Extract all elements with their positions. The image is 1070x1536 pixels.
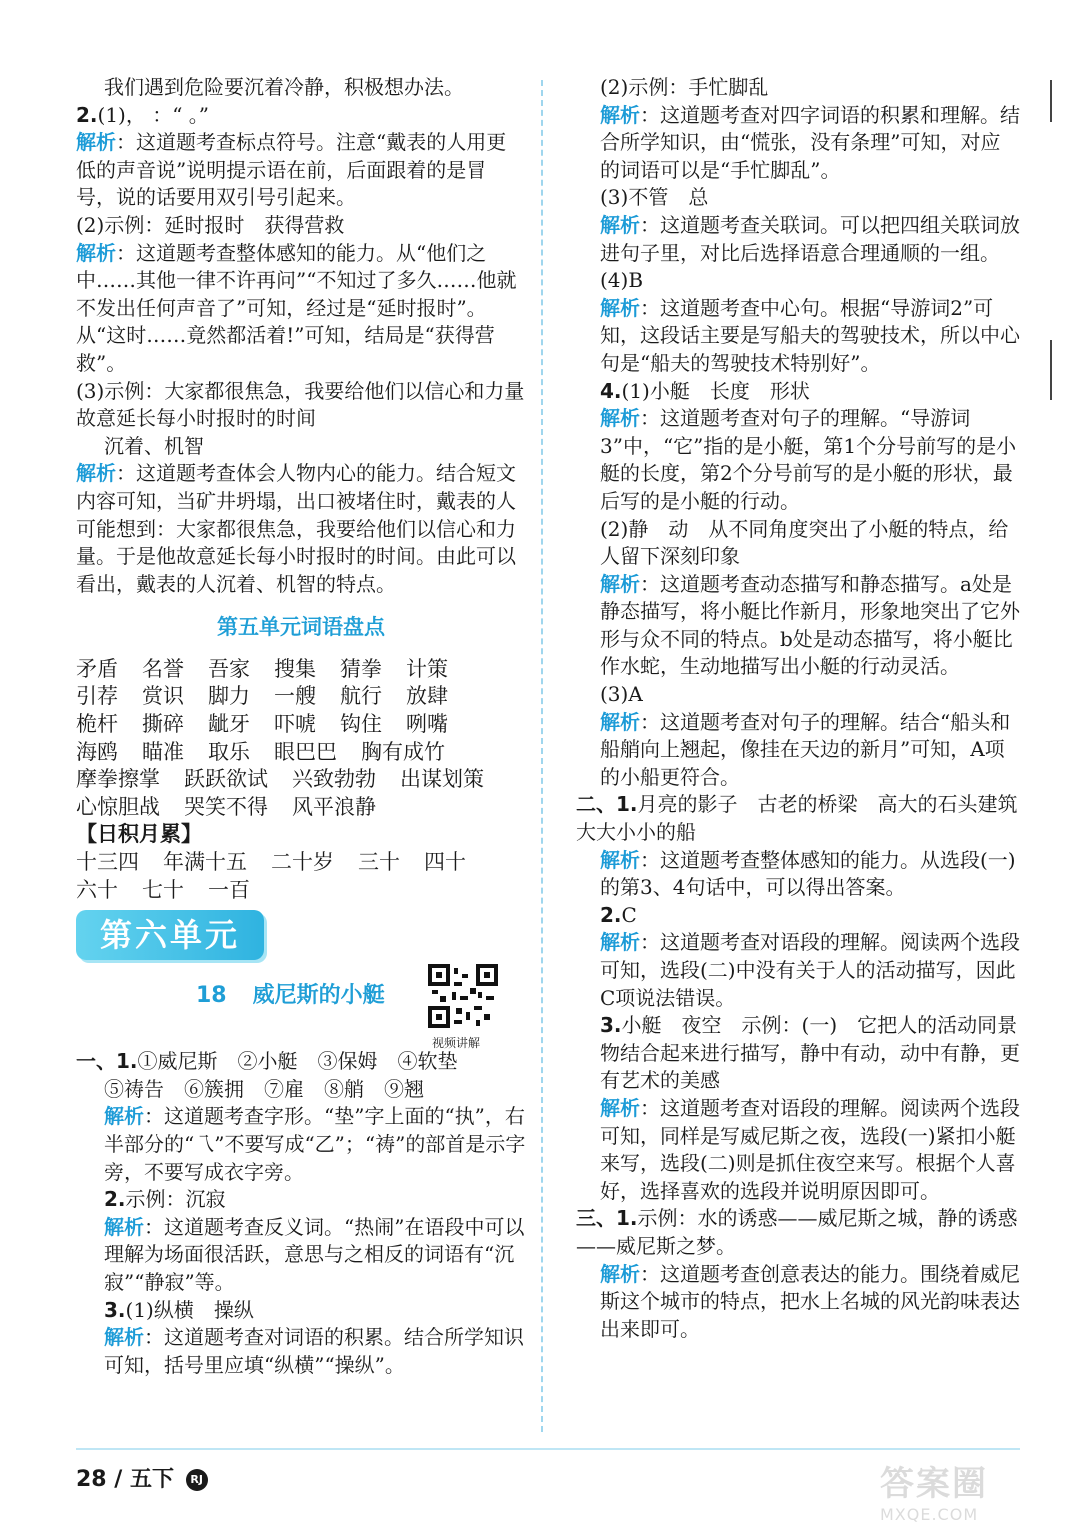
analysis-label: 解析: [600, 295, 640, 320]
watermark-title: 答案圈: [880, 1464, 988, 1504]
analysis-label: 解析: [104, 1325, 144, 1350]
analysis-label: 解析: [600, 930, 640, 955]
analysis-block: 解析：这道题考查对语段的理解。阅读两个选段可知，同样是写威尼斯之夜，选段(一)紧扣小艇来写，选段(二)则是抓住夜空来写。根据个人喜好，选择喜欢的选段并说明原因即可。: [600, 1095, 1020, 1203]
analysis-block: 解析：这道题考查对语段的理解。阅读两个选段可知，选段(二)中没有关于人的活动描写，因此C项说法错误。: [600, 930, 1020, 1010]
right-column: [576, 74, 1038, 1343]
word-row: 心惊胆战 哭笑不得 风平浪静: [76, 794, 376, 819]
grade-label: 五下: [130, 1467, 175, 1492]
watermark: [880, 1456, 1020, 1526]
analysis-block: 解析：这道题考查体会人物内心的能力。结合短文内容可知，当矿井坍塌，出口被堵住时，戴表的人可能想到：大家都很焦急，我要给他们以信心和力量。于是他故意延长每小时报时的时间。由此可以看出，戴表的人沉着、机智的特点。: [76, 461, 516, 596]
analysis-block: 解析：这道题考查整体感知的能力。从“他们之中……其他一律不许再问”“不知过了多久……他就不发出任何声音了”可知，经过是“延时报时”。从“这时……竟然都活着!”可知，结局是“获得营救”。: [76, 240, 517, 375]
question-1-1-cont: ⑤祷告 ⑥簇拥 ⑦雇 ⑧艄 ⑨翘: [104, 1076, 424, 1101]
question-3-1-right: 三、1.示例：水的诱惑——威尼斯之城，静的诱惑——威尼斯之梦。: [576, 1206, 1018, 1258]
analysis-label: 解析: [600, 1095, 640, 1120]
word-row: 十三四 年满十五 二十岁 三十 四十: [76, 850, 466, 875]
analysis-block: 解析：这道题考查对词语的积累。结合所学知识可知，括号里应填“纵横”“操纵”。: [104, 1325, 524, 1377]
word-row: 矛盾 名誉 吾家 搜集 猜拳 计策: [76, 656, 448, 681]
analysis-label: 解析: [76, 130, 116, 155]
analysis-block: 解析：这道题考查反义词。“热闹”在语段中可以理解为场面很活跃，意思与之相反的词语有“沉寂”“静寂”等。: [104, 1214, 525, 1294]
page-number: 28: [76, 1467, 107, 1492]
analysis-block: 解析：这道题考查整体感知的能力。从选段(一)的第3、4句话中，可以得出答案。: [600, 847, 1016, 900]
footer-rule: [76, 1448, 1020, 1450]
word-row: 海鸥 瞄准 取乐 眼巴巴 胸有成竹: [76, 739, 445, 764]
question-2-1: 2.(1)， ：“ 。”: [76, 102, 210, 127]
analysis-label: 解析: [600, 102, 640, 127]
column-divider: [541, 80, 543, 1432]
analysis-label: 解析: [600, 406, 640, 431]
analysis-label: 解析: [600, 709, 640, 734]
question-1-3: 3.(1)纵横 操纵: [104, 1297, 254, 1322]
question-1-1: 一、1.①威尼斯 ②小艇 ③保姆 ④软垫: [76, 1049, 458, 1074]
scan-edge-mark: [1050, 340, 1052, 400]
question-1-2: 2.示例：沉寂: [104, 1187, 226, 1212]
analysis-label: 解析: [600, 1261, 640, 1286]
question-2-1-right: 二、1.月亮的影子 古老的桥梁 高大的石头建筑 大大小小的船: [576, 792, 1038, 845]
page-footer: [76, 1462, 208, 1493]
analysis-block: 解析：这道题考查标点符号。注意“戴表的人用更低的声音说”说明提示语在前，后面跟着的是冒号，说的话要用双引号引起来。: [76, 130, 507, 210]
analysis-block: 解析：这道题考查对四字词语的积累和理解。结合所学知识，由“慌张，没有条理”可知，对应的词语可以是“手忙脚乱”。: [600, 102, 1020, 182]
question-2-3-right: 3.小艇 夜空 示例：(一) 它把人的活动同景物结合起来进行描写，静中有动，动中有静，更有艺术的美感: [600, 1013, 1020, 1093]
word-row: 引荐 赏识 脚力 一艘 航行 放肆: [76, 684, 448, 709]
answer-2-3: (3)示例：大家都很焦急，我要给他们以信心和力量 故意延长每小时报时的时间: [76, 378, 545, 431]
lesson-title: [196, 982, 385, 1010]
answer-item: (3)A: [600, 682, 643, 707]
edition-badge: RJ: [186, 1469, 208, 1491]
word-row: 摩拳擦掌 跃跃欲试 兴致勃勃 出谋划策: [76, 767, 484, 792]
answer-item: (4)B: [600, 268, 644, 293]
analysis-block: 解析：这道题考查关联词。可以把四组关联词放进句子里，对比后选择语意合理通顺的一组。: [600, 212, 1020, 265]
analysis-label: 解析: [600, 212, 640, 237]
answer-2-3-extra: 沉着、机智: [104, 433, 204, 458]
question-4: 4.(1)小艇 长度 形状: [600, 378, 810, 403]
word-list: [76, 656, 526, 904]
lesson-name: 威尼斯的小艇: [252, 983, 385, 1009]
qr-code-icon[interactable]: [428, 964, 498, 1028]
analysis-block: 解析：这道题考查中心句。根据“导游词2”可知，这段话主要是写船夫的驾驶技术，所以中心句是“船夫的驾驶技术特别好”。: [600, 295, 1020, 375]
answer-item: (3)不管 总: [600, 185, 709, 210]
footer-slash: /: [114, 1467, 123, 1492]
section-title: 第五单元词语盘点: [217, 615, 385, 640]
answer-2-2: (2)示例：延时报时 获得营救: [76, 212, 345, 237]
scan-edge-mark: [1050, 80, 1052, 122]
answer-item: (2)静 动 从不同角度突出了小艇的特点，给人留下深刻印象: [600, 516, 1009, 569]
word-row: 桅杆 撕碎 龇牙 吓唬 钩住 咧嘴: [76, 712, 448, 737]
answer-text: 我们遇到危险要沉着冷静，积极想办法。: [104, 75, 464, 99]
analysis-block: 解析：这道题考查对句子的理解。结合“船头和船艄向上翘起，像挂在天边的新月”可知，A项的小船更符合。: [600, 709, 1011, 789]
answer-item: (2)示例：手忙脚乱: [600, 75, 769, 99]
analysis-block: 解析：这道题考查对句子的理解。“导游词3”中，“它”指的是小艇，第1个分号前写的是小艇的长度，第2个分号前写的是小艇的形状，最后写的是小艇的行动。: [600, 406, 1017, 513]
analysis-block: 解析：这道题考查字形。“垫”字上面的“执”，右半部分的“乁”不要写成“乙”；“祷”的部首是示字旁，不要写成衣字旁。: [104, 1104, 526, 1184]
analysis-label: 解析: [104, 1214, 144, 1239]
word-row: 六十 七十 一百: [76, 877, 250, 902]
lesson-number: 18: [196, 983, 227, 1009]
lesson-header: [76, 960, 526, 1051]
analysis-label: 解析: [76, 461, 116, 486]
unit-banner: 第六单元: [76, 910, 264, 960]
analysis-label: 解析: [76, 240, 116, 265]
analysis-block: 解析：这道题考查创意表达的能力。围绕着威尼斯这个城市的特点，把水上名城的风光韵味表达出来即可。: [600, 1261, 1020, 1341]
rjyl-title: 【日积月累】: [76, 822, 202, 847]
watermark-url: MXQE.COM: [880, 1505, 979, 1524]
question-2-2-right: 2.C: [600, 902, 637, 927]
left-column: [76, 74, 545, 1379]
analysis-label: 解析: [600, 847, 640, 872]
qr-caption: 视频讲解: [432, 1036, 481, 1051]
analysis-label: 解析: [600, 571, 640, 596]
analysis-block: 解析：这道题考查动态描写和静态描写。a处是静态描写，将小艇比作新月，形象地突出了它外形与众不同的特点。b处是动态描写，将小艇比作水蛇，生动地描写出小艇的行动灵活。: [600, 571, 1020, 679]
analysis-label: 解析: [104, 1104, 144, 1129]
